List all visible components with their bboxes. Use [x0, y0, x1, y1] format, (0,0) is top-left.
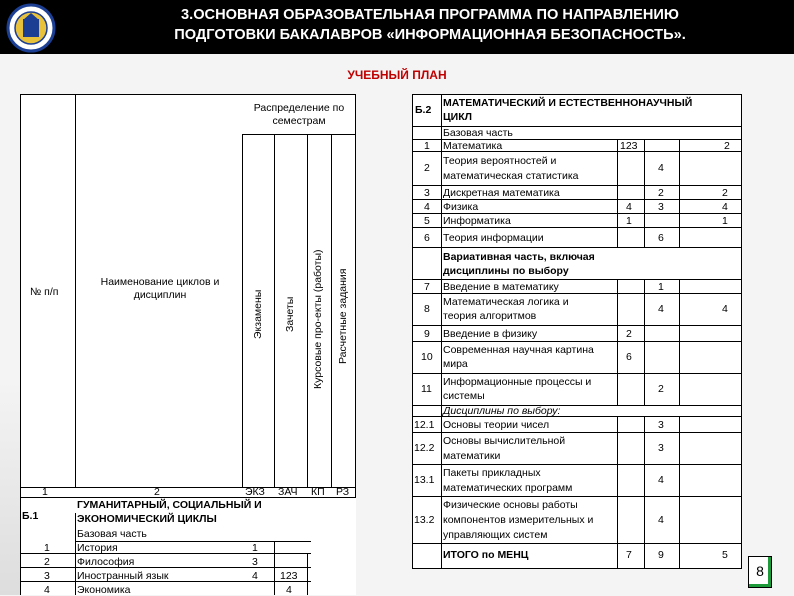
table-cell: 2: [44, 556, 50, 568]
table-cell: 4: [722, 201, 728, 213]
cycle-name-line1: ГУМАНИТАРНЫЙ, СОЦИАЛЬНЫЙ И: [77, 499, 262, 511]
table-cell: теория алгоритмов: [443, 310, 537, 322]
column-header-credits: Зачеты: [284, 296, 296, 332]
table-cell: 4: [658, 303, 664, 315]
table-cell: управляющих систем: [443, 529, 548, 541]
base-part-label: Базовая часть: [443, 127, 513, 139]
header-bar: [0, 0, 794, 54]
table-cell: 3: [424, 187, 430, 199]
table-cell: 4: [252, 570, 258, 582]
col-code-credits: ЗАЧ: [278, 486, 298, 498]
table-cell: 3: [44, 570, 50, 582]
table-cell: Математика: [443, 140, 503, 152]
column-header-calc-tasks: Расчетные задания: [337, 268, 349, 364]
table-cell: Введение в математику: [443, 281, 559, 293]
column-header-distribution-line2: семестрам: [272, 115, 326, 127]
table-cell: 1: [722, 215, 728, 227]
university-logo: [4, 3, 58, 53]
variative-part-line2: дисциплины по выбору: [443, 265, 569, 277]
table-cell: Информационные процессы и: [443, 376, 592, 388]
column-header-number: № п/п: [30, 286, 59, 298]
table-cell: 12.2: [414, 442, 435, 454]
table-cell: 6: [424, 232, 430, 244]
base-part-label: Базовая часть: [77, 528, 147, 540]
table-cell: Физика: [443, 201, 479, 213]
table-cell: Основы теории чисел: [443, 419, 550, 431]
table-cell: 4: [286, 584, 292, 596]
table-cell: Основы вычислительной: [443, 435, 566, 447]
table-cell: 6: [658, 232, 664, 244]
table-cell: 123: [280, 570, 298, 582]
table-cell: 9: [424, 328, 430, 340]
col-code-exams: ЭКЗ: [245, 486, 265, 498]
slide-subtitle: УЧЕБНЫЙ ПЛАН: [347, 68, 447, 82]
table-cell: 7: [424, 281, 430, 293]
table-cell: 2: [658, 383, 664, 395]
table-cell: Пакеты прикладных: [443, 467, 541, 479]
cycle-code: Б.1: [22, 510, 39, 522]
table-cell: 3: [658, 419, 664, 431]
variative-part-line1: Вариативная часть, включая: [443, 251, 595, 263]
cycle-name-line2: ЭКОНОМИЧЕСКИЙ ЦИКЛЫ: [77, 513, 217, 525]
slide-decoration: [0, 380, 22, 595]
cycle-code: Б.2: [415, 104, 432, 116]
table-cell: 1: [626, 215, 632, 227]
table-cell: 9: [658, 549, 664, 561]
col-num-2: 2: [154, 486, 160, 498]
table-cell: Введение в физику: [443, 328, 538, 340]
table-cell: 1: [44, 542, 50, 554]
column-header-exams: Экзамены: [252, 289, 264, 339]
cycle-name-line2: ЦИКЛ: [443, 111, 472, 123]
table-cell: 2: [724, 140, 730, 152]
table-cell: Иностранный язык: [77, 570, 169, 582]
table-cell: 5: [722, 549, 728, 561]
table-cell: Современная научная картина: [443, 344, 594, 356]
table-cell: 3: [658, 442, 664, 454]
column-header-name-line2: дисциплин: [133, 289, 187, 301]
table-cell: 8: [424, 303, 430, 315]
table-cell: 4: [658, 162, 664, 174]
table-cell: 6: [626, 351, 632, 363]
table-cell: 2: [658, 187, 664, 199]
table-cell: системы: [443, 390, 485, 402]
table-cell: 10: [421, 351, 433, 363]
slide-title-line2: ПОДГОТОВКИ БАКАЛАВРОВ «ИНФОРМАЦИОННАЯ БЕЗОПАСНОСТЬ».: [174, 27, 686, 43]
table-cell: 12.1: [414, 419, 435, 431]
table-cell: 4: [722, 303, 728, 315]
table-cell: 4: [658, 514, 664, 526]
page-number: 8: [756, 563, 764, 579]
table-cell: 2: [722, 187, 728, 199]
table-cell: 3: [658, 201, 664, 213]
table-cell: 5: [424, 215, 430, 227]
table-cell: мира: [443, 358, 468, 370]
table-cell: математики: [443, 450, 501, 462]
table-cell: математических программ: [443, 482, 573, 494]
table-cell: 3: [252, 556, 258, 568]
table-cell: 13.1: [414, 474, 435, 486]
table-cell: Философия: [77, 556, 135, 568]
col-num-1: 1: [42, 486, 48, 498]
table-cell: Математическая логика и: [443, 296, 569, 308]
table-cell: 13.2: [414, 514, 435, 526]
table-cell: Экономика: [77, 584, 131, 596]
table-cell: Информатика: [443, 215, 511, 227]
table-cell: компонентов измерительных и: [443, 514, 594, 526]
table-cell: 4: [658, 474, 664, 486]
right-curriculum-table: [412, 94, 742, 569]
table-cell: Физические основы работы: [443, 499, 578, 511]
cycle-name-line1: МАТЕМАТИЧЕСКИЙ И ЕСТЕСТВЕННОНАУЧНЫЙ: [443, 97, 693, 109]
table-cell: 4: [626, 201, 632, 213]
table-cell: 123: [620, 140, 638, 152]
table-cell: 1: [658, 281, 664, 293]
table-cell: История: [77, 542, 118, 554]
table-cell: 1: [252, 542, 258, 554]
column-header-name-line1: Наименование циклов и: [100, 276, 220, 288]
col-code-rz: РЗ: [336, 486, 350, 498]
table-cell: 4: [44, 584, 50, 596]
slide-title-line1: 3.ОСНОВНАЯ ОБРАЗОВАТЕЛЬНАЯ ПРОГРАММА ПО НАПРАВЛЕНИЮ: [181, 7, 679, 23]
table-cell: 1: [424, 140, 430, 152]
table-cell: математическая статистика: [443, 170, 579, 182]
col-code-kp: КП: [311, 486, 325, 498]
left-curriculum-table: [20, 94, 356, 595]
table-cell: 4: [424, 201, 430, 213]
table-cell: ИТОГО по МЕНЦ: [443, 549, 529, 561]
table-cell: 11: [421, 383, 432, 395]
table-cell: Дискретная математика: [443, 187, 560, 199]
page-number-badge: [748, 556, 772, 588]
choice-disciplines-label: Дисциплины по выбору:: [443, 405, 561, 417]
column-header-distribution-line1: Распределение по: [253, 102, 345, 114]
table-cell: Теория информации: [443, 232, 544, 244]
table-cell: 7: [626, 549, 632, 561]
table-cell: 2: [424, 162, 430, 174]
column-header-course-projects: Курсовые про-екты (работы): [312, 249, 324, 389]
table-cell: 2: [626, 328, 632, 340]
table-cell: Теория вероятностей и: [443, 155, 557, 167]
